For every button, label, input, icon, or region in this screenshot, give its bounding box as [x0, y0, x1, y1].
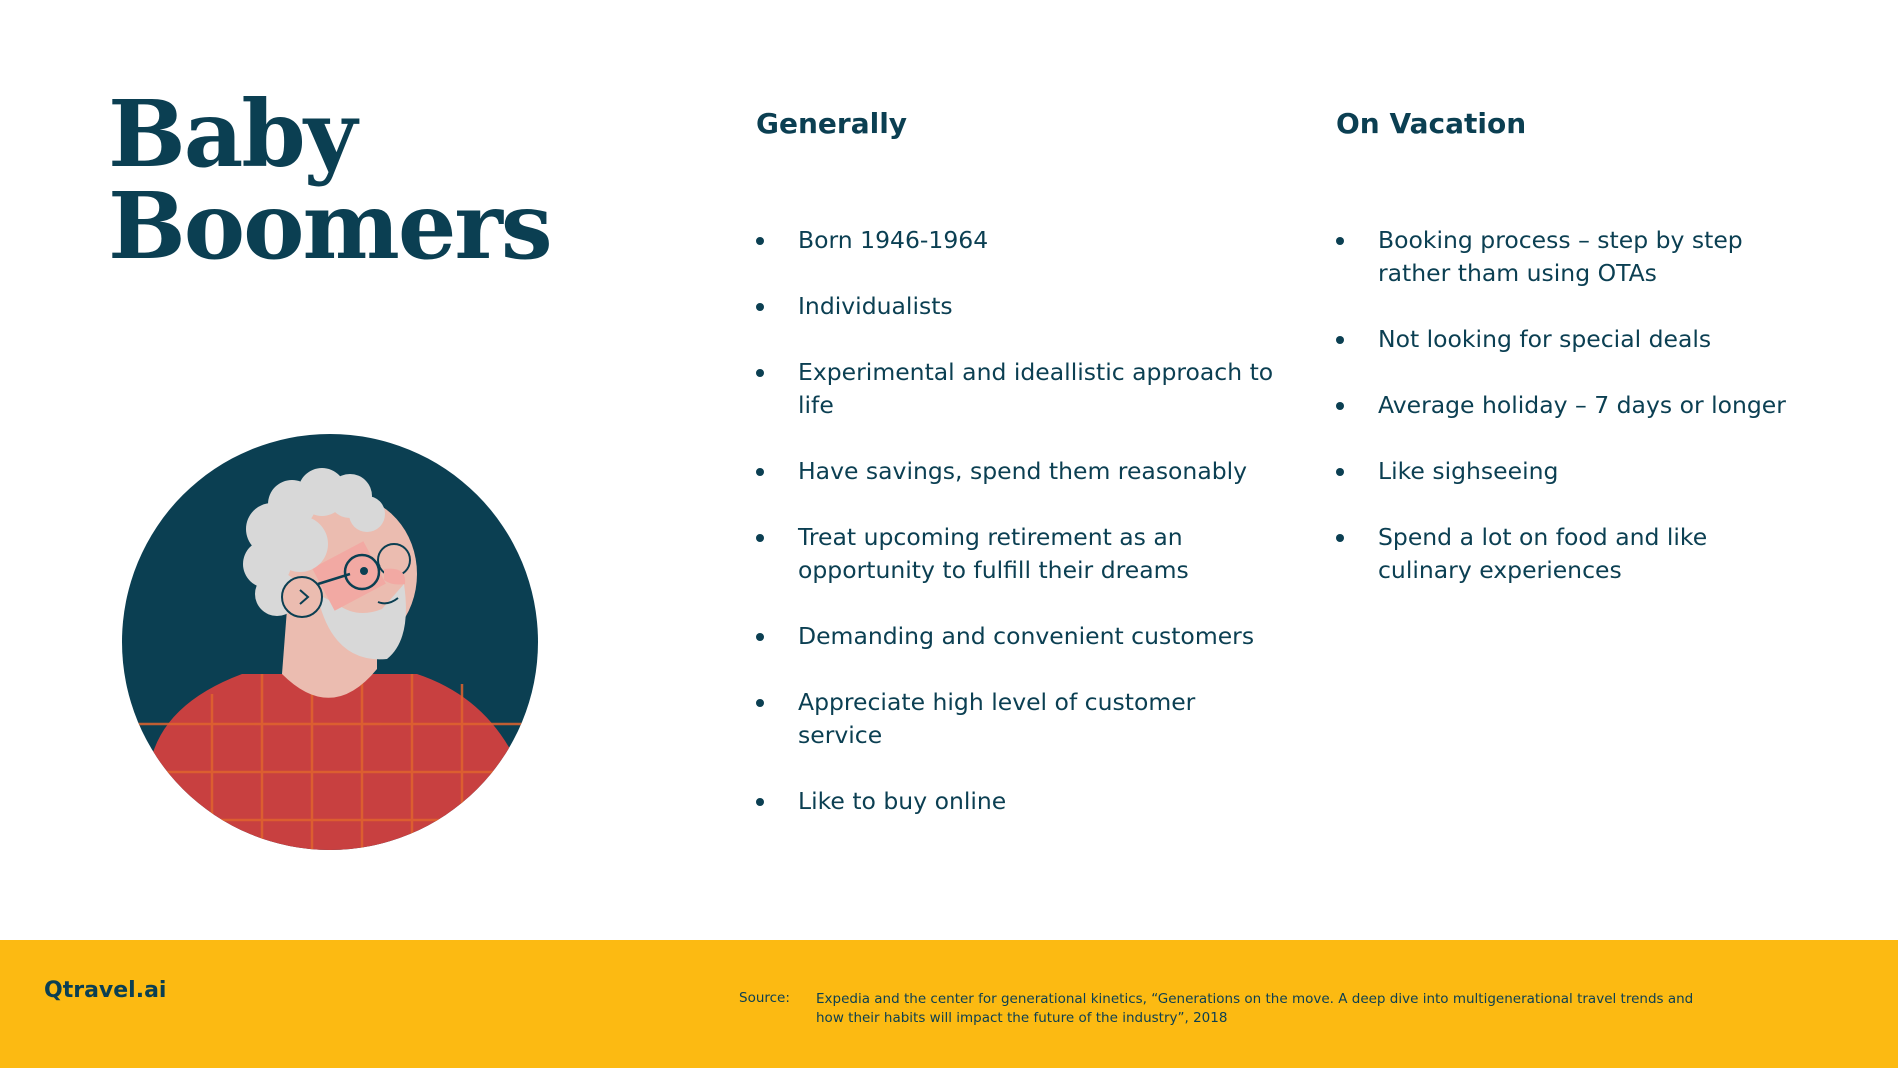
- list-item: Individualists: [756, 290, 1276, 323]
- list-item: Have savings, spend them reasonably: [756, 455, 1276, 488]
- generally-list: [756, 224, 1276, 851]
- list-item: Appreciate high level of customer service: [756, 686, 1276, 752]
- brand-logo: Qtravel.ai: [44, 978, 167, 1003]
- title-line-1: Baby: [108, 80, 356, 188]
- list-item: Born 1946-1964: [756, 224, 1276, 257]
- on-vacation-heading: On Vacation: [1336, 107, 1527, 140]
- list-item: Booking process – step by step rather tham using OTAs: [1336, 224, 1806, 290]
- generally-section: [756, 107, 1276, 815]
- list-item: Like sighseeing: [1336, 455, 1806, 488]
- list-item: Average holiday – 7 days or longer: [1336, 389, 1806, 422]
- list-item: Demanding and convenient customers: [756, 620, 1276, 653]
- on-vacation-section: [1336, 107, 1806, 584]
- footer-bar: [0, 940, 1898, 1068]
- generally-heading: Generally: [756, 107, 908, 140]
- list-item: Experimental and ideallistic approach to life: [756, 356, 1276, 422]
- title-line-2: Boomers: [108, 172, 551, 280]
- list-item: Not looking for special deals: [1336, 323, 1806, 356]
- page-title: [108, 80, 551, 280]
- elderly-man-avatar-icon: [122, 434, 538, 850]
- list-item: Like to buy online: [756, 785, 1276, 818]
- list-item: Treat upcoming retirement as an opportunity to fulfill their dreams: [756, 521, 1276, 587]
- list-item: Spend a lot on food and like culinary experiences: [1336, 521, 1806, 587]
- source-label: Source:: [739, 990, 790, 1006]
- on-vacation-list: [1336, 224, 1806, 620]
- source-citation: Expedia and the center for generational kinetics, “Generations on the move. A deep dive into multigenerational travel trends and how their habits will impact the future of the industry”, 2018: [816, 991, 1694, 1026]
